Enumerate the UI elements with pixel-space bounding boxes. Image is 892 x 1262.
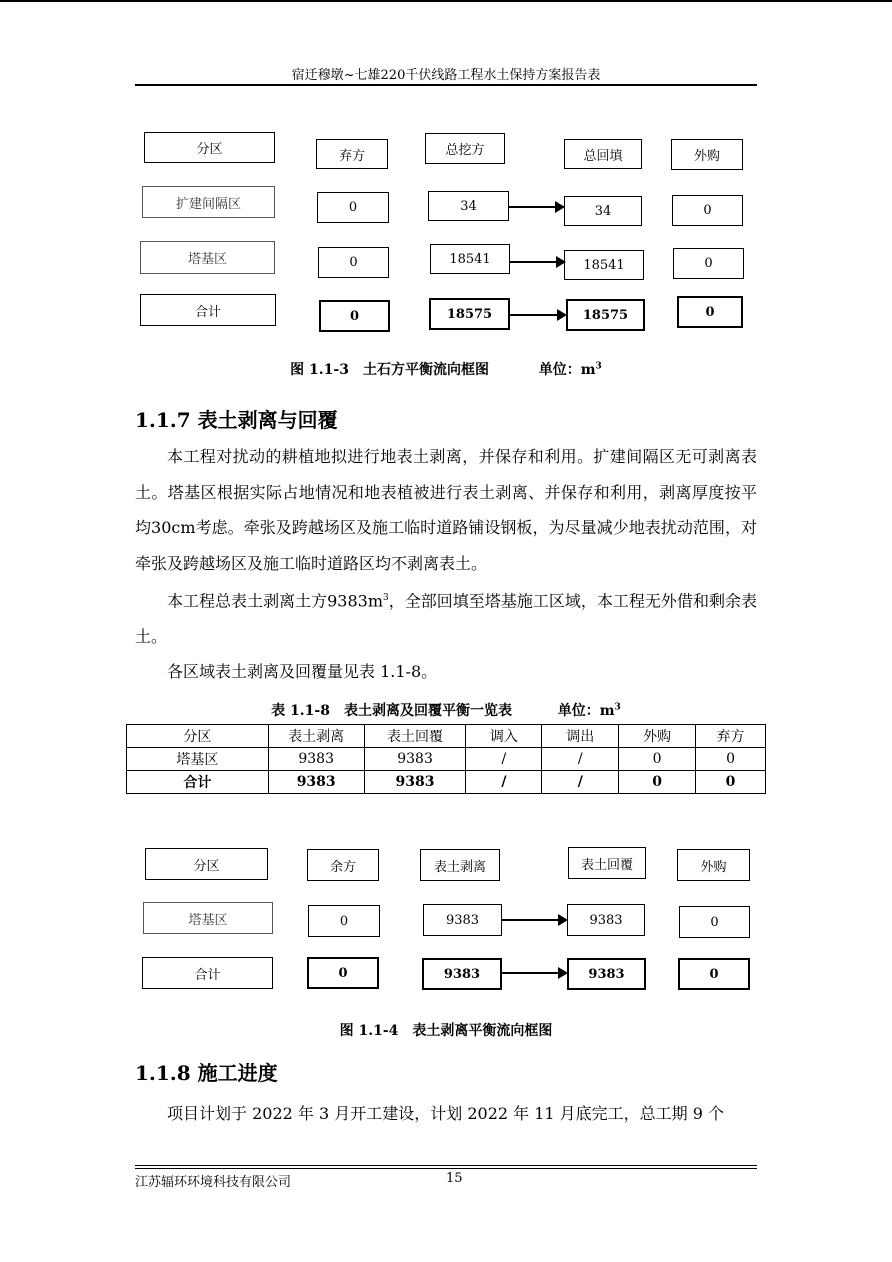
fig1-zone-box: 扩建间隔区 — [142, 186, 275, 218]
fig2-total-gou-box: 0 — [678, 958, 750, 990]
table-cell: 合计 — [127, 771, 269, 794]
fig1-gou-box: 0 — [672, 195, 743, 226]
fig2-hui-box: 9383 — [567, 904, 645, 936]
table-cell: 9383 — [268, 771, 364, 794]
table-cell: / — [466, 771, 542, 794]
fig2-total-zone-box: 合计 — [142, 957, 273, 989]
fig2-header-zone: 分区 — [145, 848, 268, 880]
table-header-cell: 表土回覆 — [364, 725, 466, 748]
section-title: 施工进度 — [197, 1061, 278, 1085]
footer-rule — [135, 1165, 757, 1166]
fig1-total-wa-box: 18575 — [429, 298, 510, 330]
table-cell: / — [466, 748, 542, 771]
fig1-qi-box: 0 — [318, 247, 389, 278]
fig1-total-zone-box: 合计 — [140, 294, 276, 326]
fig2-header-bo: 表土剥离 — [420, 849, 500, 881]
fig1-header-zone: 分区 — [144, 132, 275, 163]
fig2-header-hui: 表土回覆 — [568, 847, 646, 879]
table-cell: 0 — [619, 748, 696, 771]
table-caption — [135, 700, 757, 720]
fig2-yu-box: 0 — [308, 905, 380, 937]
fig2-gou-box: 0 — [679, 906, 750, 938]
fig1-total-qi-box: 0 — [319, 300, 390, 332]
section-number: 1.1.7 — [135, 408, 191, 432]
footer-company: 江苏辐环环境科技有限公司 — [135, 1175, 292, 1190]
fig2-zone-box: 塔基区 — [143, 902, 273, 934]
fig1-wa-box: 18541 — [430, 244, 510, 274]
footer-rule — [135, 1168, 757, 1169]
section-number: 1.1.8 — [135, 1061, 191, 1085]
header-rule — [135, 84, 757, 86]
unit-superscript: 3 — [614, 702, 621, 713]
table-cell: 9383 — [364, 771, 466, 794]
fig1-header-qi: 弃方 — [316, 139, 388, 169]
table-total-row — [127, 771, 766, 794]
fig1-header-hui: 总回填 — [564, 139, 642, 169]
figure-caption: 图 1.1-4 表土剥离平衡流向框图 — [339, 1023, 553, 1039]
table-cell: / — [542, 748, 619, 771]
fig1-total-hui-box: 18575 — [566, 299, 645, 331]
paragraph — [135, 581, 757, 654]
table-header-cell: 分区 — [127, 725, 269, 748]
fig2-total-bo-box: 9383 — [422, 958, 502, 990]
table-caption-title: 表 1.1-8 表土剥离及回覆平衡一览表 — [271, 703, 512, 719]
paragraph-text: 本工程总表土剥离土方9383m — [167, 591, 383, 611]
fig2-total-yu-box: 0 — [307, 957, 379, 989]
top-border — [0, 0, 892, 2]
table-header-cell: 弃方 — [696, 725, 766, 748]
section-body — [135, 439, 757, 690]
fig2-header-yu: 余方 — [307, 849, 379, 881]
fig1-header-wa: 总挖方 — [425, 133, 505, 164]
table-cell: 0 — [696, 748, 766, 771]
fig2-bo-box: 9383 — [423, 904, 502, 936]
fig1-hui-box: 34 — [564, 196, 642, 226]
table-header-row — [127, 725, 766, 748]
fig1-hui-box: 18541 — [564, 250, 644, 280]
flow-arrow — [502, 919, 566, 921]
figure-caption — [135, 359, 757, 379]
unit-superscript: 3 — [383, 593, 389, 603]
flow-arrow — [509, 206, 563, 208]
table-cell: 9383 — [268, 748, 364, 771]
fig2-total-hui-box: 9383 — [567, 958, 646, 990]
paragraph: 本工程对扰动的耕植地拟进行地表土剥离，并保存和利用。扩建间隔区无可剥离表土。塔基区根据实际占地情况和地表植被进行表土剥离、并保存和利用，剥离厚度按平均30cm考虑。牵张及跨越场区及施工临时道路铺设钢板，为尽量减少地表扰动范围，对牵张及跨越场区及施工临时道路区均不剥离表土。 — [135, 447, 757, 573]
table-cell: 0 — [619, 771, 696, 794]
fig1-gou-box: 0 — [673, 248, 744, 279]
table-header-cell: 外购 — [619, 725, 696, 748]
section-heading — [135, 1057, 278, 1086]
section-title: 表土剥离与回覆 — [197, 408, 338, 432]
table-header-cell: 调出 — [542, 725, 619, 748]
fig2-header-gou: 外购 — [677, 849, 750, 881]
fig1-qi-box: 0 — [317, 192, 389, 223]
fig1-header-gou: 外购 — [671, 139, 743, 170]
flow-arrow — [502, 972, 566, 974]
fig1-zone-box: 塔基区 — [140, 241, 275, 274]
section-body — [135, 1096, 757, 1132]
figure-caption-unit: 单位：m — [538, 362, 596, 378]
paragraph: 各区域表土剥离及回覆量见表 1.1-8。 — [167, 662, 438, 682]
table-cell: / — [542, 771, 619, 794]
fig1-total-gou-box: 0 — [677, 296, 743, 328]
flow-arrow — [510, 261, 564, 263]
figure-caption-title: 图 1.1-3 土石方平衡流向框图 — [290, 362, 489, 378]
fig1-wa-box: 34 — [428, 191, 509, 221]
table-header-cell: 调入 — [466, 725, 542, 748]
flow-arrow — [510, 314, 565, 316]
table-cell: 0 — [696, 771, 766, 794]
page-number: 15 — [446, 1171, 463, 1186]
paragraph: 项目计划于 2022 年 3 月开工建设，计划 2022 年 11 月底完工，总工期 9 个 — [167, 1104, 725, 1123]
table-cell: 9383 — [364, 748, 466, 771]
topsoil-balance-table — [126, 724, 766, 794]
table-header-cell: 表土剥离 — [268, 725, 364, 748]
table-caption-unit: 单位：m — [557, 703, 615, 719]
paragraph-text: ，全部回填至塔基施工区域，本工程无外借和剩余表土。 — [135, 591, 757, 646]
section-heading — [135, 404, 338, 433]
table-cell: 塔基区 — [127, 748, 269, 771]
unit-superscript: 3 — [595, 361, 602, 372]
table-row — [127, 748, 766, 771]
page-header: 宿迁穆墩~七雄220千伏线路工程水土保持方案报告表 — [291, 68, 601, 83]
